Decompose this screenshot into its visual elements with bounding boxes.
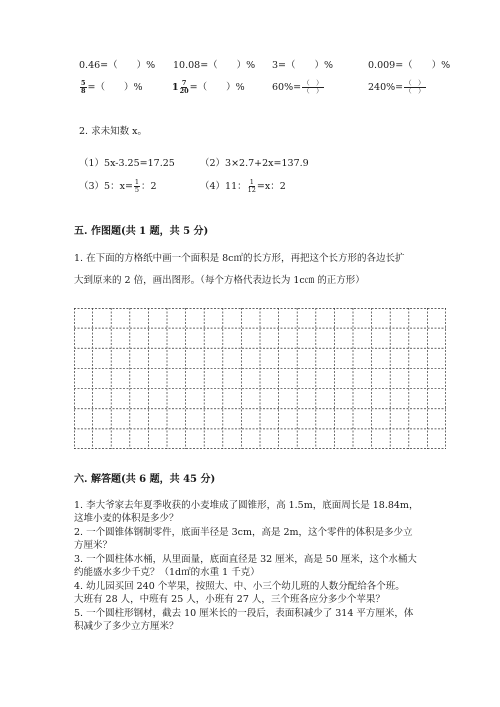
problem-line: 2. 一个圆锥体钢制零件，底面半径是 3cm，高是 2m，这个零件的体积是多少立 [74, 527, 413, 538]
section-title-drawing: 五. 作图题(共 1 题，共 5 分) [74, 226, 209, 237]
drawing-question-line-1: 1. 在下面的方格纸中画一个面积是 8c㎡的长方形，再把这个长方形的各边长扩 [74, 253, 405, 264]
conv-item-2: 10.08=（ ）% [173, 60, 256, 71]
problem-line: 1. 李大爷家去年夏季收获的小麦堆成了圆锥形，高 1.5m，底面周长是 18.84m， [74, 500, 419, 511]
fraction: $\frac{7}{20}$ [179, 79, 189, 95]
problem-line: 4. 幼儿园买回 240 个苹果，按照大、中、小三个幼儿班的人数分配给各个班。 [74, 581, 405, 592]
conv-item-3: 3=（ ）% [272, 60, 334, 71]
drawing-question-line-2: 大到原来的 2 倍，画出图形。（每个方格代表边长为 1c㎝ 的正方形） [74, 275, 365, 286]
conv-item-1: 0.46=（ ）% [79, 60, 156, 71]
equation-2: （2）3×2.7+2x=137.9 [200, 158, 309, 169]
grid-paper[interactable] [74, 308, 446, 449]
problem-line: 积减少了多少立方厘米？ [74, 621, 179, 632]
problem-line: 方厘米？ [74, 540, 113, 551]
fraction: $\frac{1}{12}$ [247, 178, 256, 194]
fraction-blank: $\frac{( )}{( )}$ [303, 79, 323, 95]
equation-3: （3）5：x= $\frac{1}{5}$ ：2 [79, 178, 157, 194]
problem-line: 约能盛水多少千克？（1d㎡的水重 1 千克） [74, 567, 260, 578]
fraction: $\frac{1}{5}$ [134, 178, 140, 194]
problem-line: 5. 一个圆柱形钢材，截去 10 厘米长的一段后，表面积减少了 314 平方厘米，体 [74, 608, 414, 619]
conv-item-5: $\frac{5}{8}$ =（ ）% [81, 79, 143, 95]
conv-item-6: 1 $\frac{7}{20}$ =（ ）% [172, 79, 245, 95]
section-title-answers: 六. 解答题(共 6 题，共 45 分) [74, 474, 216, 485]
fraction: $\frac{5}{8}$ [81, 79, 86, 95]
equation-4: （4）11： $\frac{1}{12}$ =x：2 [200, 178, 286, 194]
fraction-blank: $\frac{( )}{( )}$ [405, 79, 425, 95]
conv-item-4: 0.009=（ ）% [368, 60, 451, 71]
question-title: 2. 求未知数 x。 [79, 126, 147, 137]
problem-line: 这堆小麦的体积是多少？ [74, 513, 179, 524]
conv-item-7: 60%= $\frac{( )}{( )}$ [272, 79, 323, 95]
problem-line: 大班有 28 人，中班有 25 人，小班有 27 人，三个班各应分多少个苹果？ [74, 594, 385, 605]
conv-item-8: 240%= $\frac{( )}{( )}$ [368, 79, 425, 95]
equation-1: （1）5x-3.25=17.25 [79, 158, 175, 169]
problem-line: 3. 一个圆柱体水桶，从里面量，底面直径是 32 厘米，高是 50 厘米，这个水桶大 [74, 554, 417, 565]
